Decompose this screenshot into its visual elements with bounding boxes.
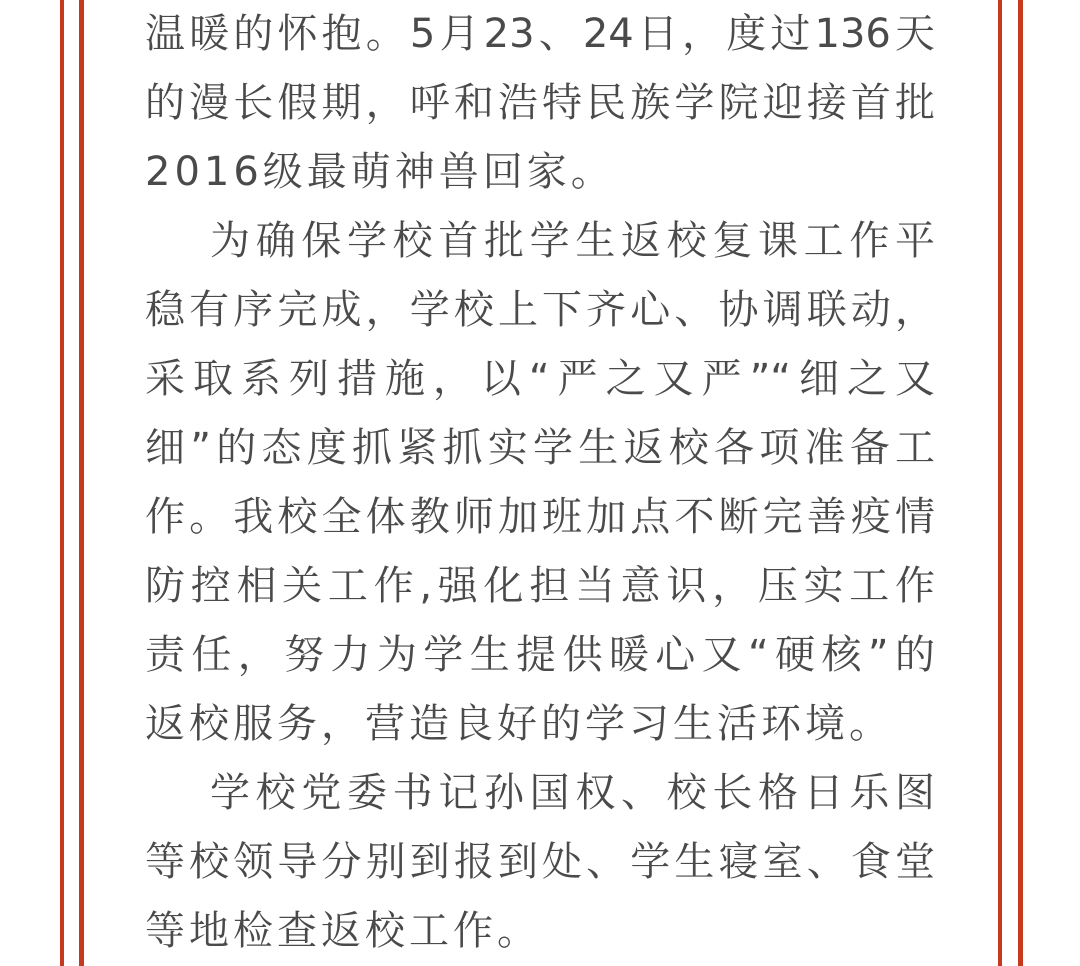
text-line: 稳有序完成，学校上下齐心、协调联动， <box>145 287 935 333</box>
left-inner-border-line <box>79 0 84 966</box>
text-line: 温暖的怀抱。5月23、24日，度过136天 <box>145 11 935 57</box>
left-outer-border-line <box>60 0 64 966</box>
text-line: 采取系列措施，以“严之又严”“细之又 <box>145 356 935 402</box>
text-line: 的漫长假期，呼和浩特民族学院迎接首批 <box>145 80 935 126</box>
text-line: 2016级最萌神兽回家。 <box>145 149 615 195</box>
text-line: 等地检查返校工作。 <box>145 908 541 954</box>
text-line: 等校领导分别到报到处、学生寝室、食堂 <box>145 839 935 885</box>
text-line: 责任，努力为学生提供暖心又“硬核”的 <box>145 632 935 678</box>
text-line: 细”的态度抓紧抓实学生返校各项准备工 <box>145 425 935 471</box>
text-line: 防控相关工作,强化担当意识，压实工作 <box>145 563 935 609</box>
text-line: 作。我校全体教师加班加点不断完善疫情 <box>145 494 935 540</box>
text-line: 为确保学校首批学生返校复课工作平 <box>210 218 935 264</box>
right-outer-border-line <box>1018 0 1023 966</box>
text-line: 学校党委书记孙国权、校长格日乐图 <box>210 770 935 816</box>
article-body <box>145 0 935 966</box>
right-inner-border-line <box>998 0 1002 966</box>
text-line: 返校服务，营造良好的学习生活环境。 <box>145 701 893 747</box>
